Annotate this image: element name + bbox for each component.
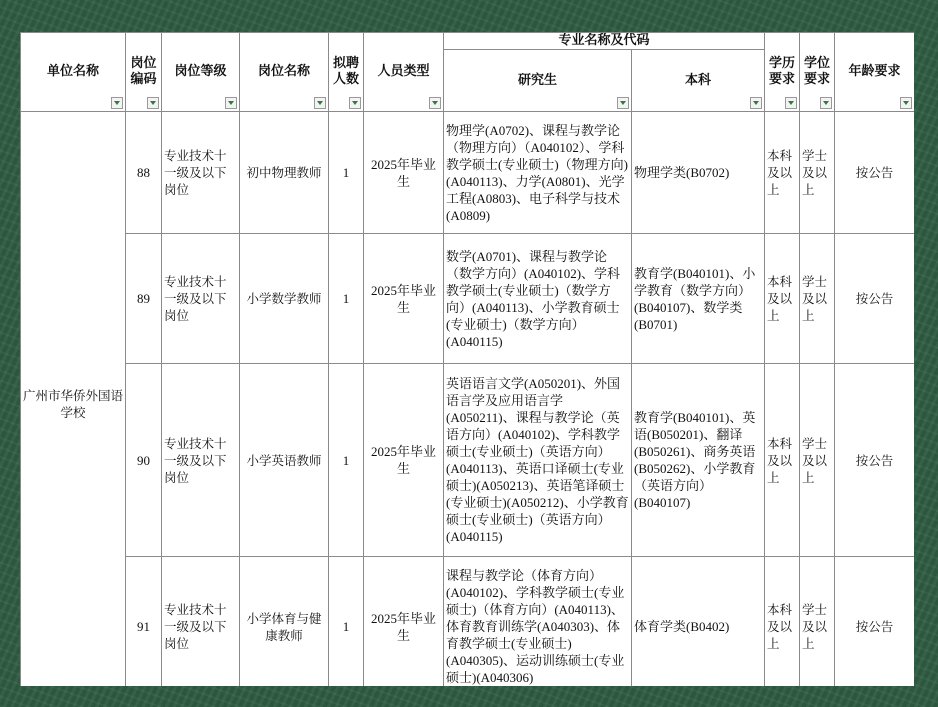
cell-degree[interactable]: 学士及以上 [800, 234, 835, 364]
cell-post-level[interactable]: 专业技术十一级及以下岗位 [162, 364, 240, 557]
filter-dropdown-post-level[interactable] [225, 97, 237, 109]
header-unit-name [21, 33, 126, 112]
filter-dropdown-undergrad[interactable] [750, 97, 762, 109]
header-graduate [444, 50, 632, 112]
header-education-line1: 学历 [769, 56, 796, 71]
cell-undergrad-majors[interactable]: 教育学(B040101)、小学教育（数学方向）(B040107)、数学类(B0701) [632, 234, 765, 364]
cell-degree[interactable]: 学士及以上 [800, 364, 835, 557]
cell-hire-count[interactable]: 1 [329, 557, 364, 687]
cell-degree[interactable]: 学士及以上 [800, 557, 835, 687]
cell-hire-count[interactable]: 1 [329, 364, 364, 557]
header-post-name [240, 33, 329, 112]
cell-post-code[interactable]: 90 [126, 364, 162, 557]
table-row[interactable] [21, 234, 915, 364]
cell-person-type[interactable]: 2025年毕业生 [364, 557, 444, 687]
cell-degree[interactable]: 学士及以上 [800, 112, 835, 234]
cell-age[interactable]: 按公告 [835, 112, 914, 234]
header-person-type-label: 人员类型 [377, 64, 430, 79]
header-education-line2: 要求 [769, 72, 796, 87]
header-hire-count-line1: 拟聘 [332, 56, 359, 71]
header-undergrad-label: 本科 [685, 72, 712, 88]
cell-person-type[interactable]: 2025年毕业生 [364, 234, 444, 364]
cell-post-code[interactable]: 89 [126, 234, 162, 364]
cell-education[interactable]: 本科及以上 [765, 112, 800, 234]
cell-education[interactable]: 本科及以上 [765, 234, 800, 364]
cell-undergrad-majors[interactable]: 体育学类(B0402) [632, 557, 765, 687]
header-major-group-label: 专业名称及代码 [558, 33, 650, 48]
cell-unit-name[interactable]: 广州市华侨外国语学校 [21, 112, 126, 687]
table-row[interactable] [21, 112, 915, 234]
header-hire-count [329, 33, 364, 112]
header-undergrad [632, 50, 765, 112]
cell-graduate-majors[interactable]: 物理学(A0702)、课程与教学论（物理方向）（A040102）、学科教学硕士(专业硕士)（物理方向)(A040113)、力学(A0801)、光学工程(A0803)、电子科学与技术(A0809) [444, 112, 632, 234]
cell-post-name[interactable]: 小学体育与健康教师 [240, 557, 329, 687]
cell-age[interactable]: 按公告 [835, 234, 914, 364]
header-post-level [162, 33, 240, 112]
header-age [835, 33, 914, 112]
header-person-type [364, 33, 444, 112]
cell-post-code[interactable]: 88 [126, 112, 162, 234]
cell-education[interactable]: 本科及以上 [765, 557, 800, 687]
table-row[interactable] [21, 557, 915, 687]
filter-dropdown-graduate[interactable] [617, 97, 629, 109]
cell-person-type[interactable]: 2025年毕业生 [364, 364, 444, 557]
header-hire-count-line2: 人数 [332, 72, 359, 87]
cell-age[interactable]: 按公告 [835, 557, 914, 687]
cell-hire-count[interactable]: 1 [329, 112, 364, 234]
header-post-name-label: 岗位名称 [257, 64, 310, 79]
cell-undergrad-majors[interactable]: 教育学(B040101)、英语(B050201)、翻译(B050261)、商务英语(B050262)、小学教育（英语方向）(B040107) [632, 364, 765, 557]
header-post-level-label: 岗位等级 [174, 64, 227, 79]
cell-post-name[interactable]: 小学英语教师 [240, 364, 329, 557]
header-degree-line1: 学位 [804, 56, 831, 71]
table-row[interactable] [21, 364, 915, 557]
filter-dropdown-person-type[interactable] [429, 97, 441, 109]
header-major-group [444, 33, 765, 50]
filter-dropdown-age[interactable] [900, 97, 912, 109]
cell-age[interactable]: 按公告 [835, 364, 914, 557]
cell-post-name[interactable]: 初中物理教师 [240, 112, 329, 234]
header-post-code [126, 33, 162, 112]
spreadsheet-sheet [20, 32, 914, 686]
filter-dropdown-hire-count[interactable] [349, 97, 361, 109]
cell-graduate-majors[interactable]: 数学(A0701)、课程与教学论（数学方向）(A040102)、学科教学硕士(专业硕士)（数学方向）(A040113)、小学教育硕士(专业硕士)（数学方向）(A040115) [444, 234, 632, 364]
cell-undergrad-majors[interactable]: 物理学类(B0702) [632, 112, 765, 234]
cell-post-name[interactable]: 小学数学教师 [240, 234, 329, 364]
cell-post-code[interactable]: 91 [126, 557, 162, 687]
filter-dropdown-post-name[interactable] [314, 97, 326, 109]
header-degree [800, 33, 835, 112]
recruitment-table [20, 32, 914, 686]
cell-education[interactable]: 本科及以上 [765, 364, 800, 557]
cell-post-level[interactable]: 专业技术十一级及以下岗位 [162, 234, 240, 364]
filter-dropdown-degree[interactable] [820, 97, 832, 109]
cell-graduate-majors[interactable]: 课程与教学论（体育方向）(A040102)、学科教学硕士(专业硕士)（体育方向）(A040113)、体育教育训练学(A040303)、体育教学硕士(专业硕士)(A040305)、运动训练硕士(专业硕士)(A040306) [444, 557, 632, 687]
cell-person-type[interactable]: 2025年毕业生 [364, 112, 444, 234]
header-unit-name-label: 单位名称 [46, 64, 99, 79]
filter-dropdown-post-code[interactable] [147, 97, 159, 109]
header-graduate-label: 研究生 [517, 72, 557, 88]
header-age-label: 年龄要求 [848, 64, 901, 79]
cell-post-level[interactable]: 专业技术十一级及以下岗位 [162, 112, 240, 234]
cell-graduate-majors[interactable]: 英语语言文学(A050201)、外国语言学及应用语言学(A050211)、课程与教学论（英语方向）(A040102)、学科教学硕士(专业硕士)（英语方向）(A040113)、英语口译硕士(专业硕士)(A050213)、英语笔译硕士(专业硕士)(A050212)、小学教育硕士(专业硕士)（英语方向）(A040115) [444, 364, 632, 557]
cell-hire-count[interactable]: 1 [329, 234, 364, 364]
cell-post-level[interactable]: 专业技术十一级及以下岗位 [162, 557, 240, 687]
header-post-code-line2: 编码 [130, 72, 157, 87]
header-degree-line2: 要求 [804, 72, 831, 87]
header-education [765, 33, 800, 112]
filter-dropdown-education[interactable] [785, 97, 797, 109]
header-post-code-line1: 岗位 [130, 56, 157, 71]
filter-dropdown-unit[interactable] [111, 97, 123, 109]
